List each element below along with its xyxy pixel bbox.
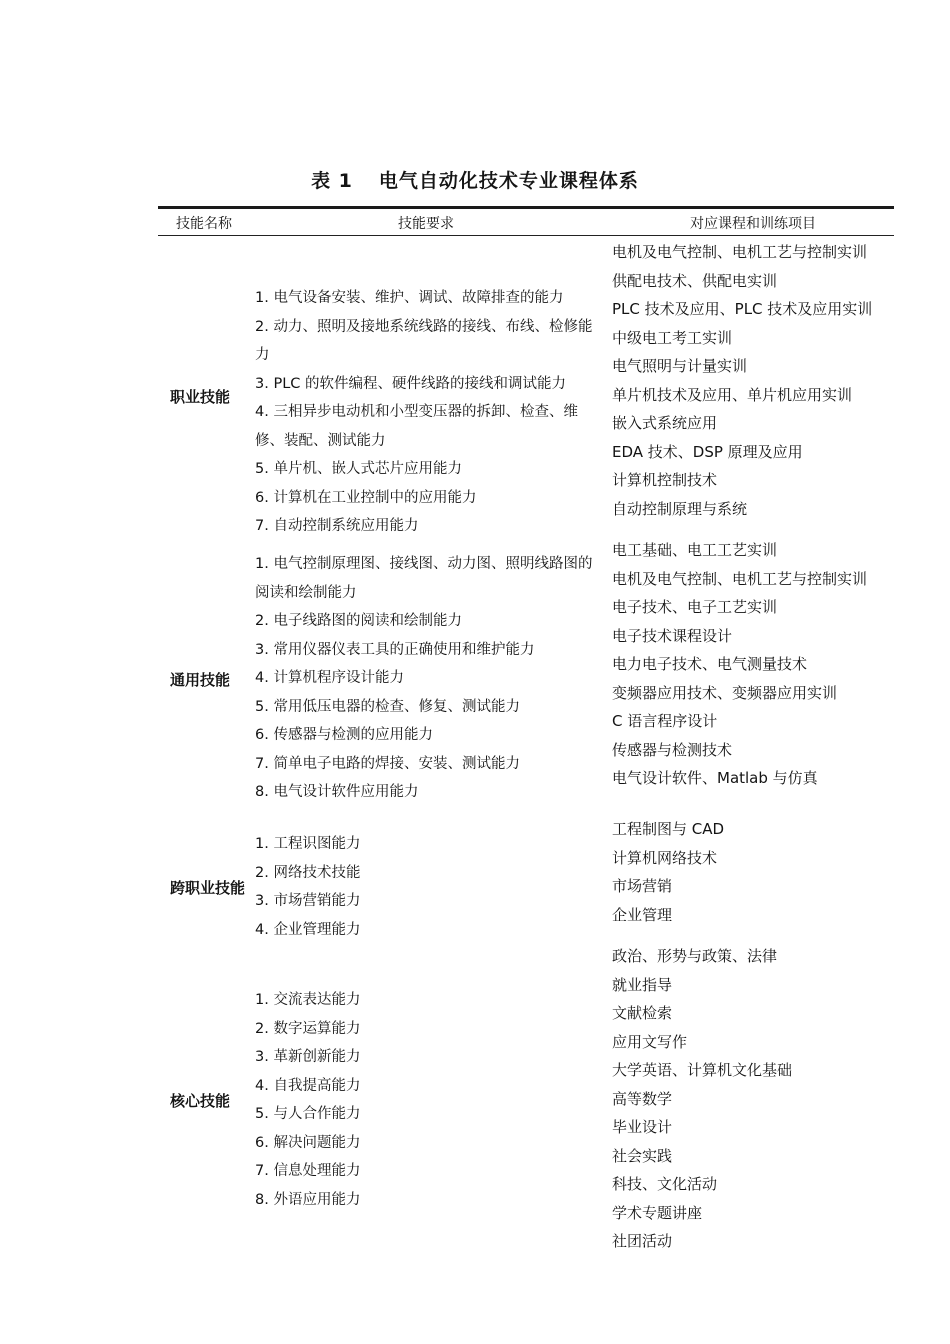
course-item: 高等数学 bbox=[612, 1089, 673, 1108]
requirements-general bbox=[255, 550, 605, 807]
table-number: 表 1 bbox=[311, 170, 353, 192]
course-item: 电子技术、电子工艺实训 bbox=[612, 598, 778, 616]
category-vocational: 职业技能 bbox=[170, 388, 231, 406]
requirement-item: 5. 单片机、嵌人式芯片应用能力 bbox=[255, 461, 462, 477]
requirement-item: 4. 企业管理能力 bbox=[255, 921, 361, 938]
category-cross-vocational: 跨职业技能 bbox=[170, 879, 246, 897]
requirement-item: 3. PLC 的软件编程、硬件线路的接线和调试能力 bbox=[255, 375, 566, 392]
requirement-item: 7. 信息处理能力 bbox=[255, 1163, 361, 1179]
course-item: 社团活动 bbox=[612, 1232, 673, 1250]
header-rule bbox=[158, 235, 894, 236]
requirements-cross-vocational bbox=[255, 830, 605, 944]
course-item: 企业管理 bbox=[612, 905, 673, 924]
table-top-rule bbox=[158, 206, 894, 209]
course-item: EDA 技术、DSP 原理及应用 bbox=[612, 442, 803, 461]
course-item: 电机及电气控制、电机工艺与控制实训 bbox=[612, 243, 868, 261]
courses-cross-vocational bbox=[612, 815, 892, 929]
requirement-item: 2. 数字运算能力 bbox=[255, 1020, 361, 1037]
course-item: 政治、形势与政策、法律 bbox=[612, 947, 778, 965]
course-item: 社会实践 bbox=[612, 1146, 673, 1165]
course-item: 大学英语、计算机文化基础 bbox=[612, 1061, 793, 1079]
requirement-item: 5. 常用低压电器的检查、修复、测试能力 bbox=[255, 698, 520, 715]
requirement-item: 7. 简单电子电路的焊接、安装、测试能力 bbox=[255, 755, 520, 772]
requirement-item: 3. 革新创新能力 bbox=[255, 1049, 361, 1065]
requirement-item: 6. 传感器与检测的应用能力 bbox=[255, 727, 433, 743]
requirement-item: 1. 电气设备安装、维护、调试、故障排查的能力 bbox=[255, 290, 564, 306]
course-item: 电子技术课程设计 bbox=[612, 626, 733, 645]
course-item: 市场营销 bbox=[612, 877, 673, 895]
course-item: 工程制图与 CAD bbox=[612, 820, 725, 838]
course-item: 应用文写作 bbox=[612, 1032, 688, 1051]
course-item: 传感器与检测技术 bbox=[612, 740, 733, 759]
requirement-item: 4. 计算机程序设计能力 bbox=[255, 670, 404, 686]
course-item: 电力电子技术、电气测量技术 bbox=[612, 655, 808, 673]
requirement-item: 2. 动力、照明及接地系统线路的接线、布线、检修能力 bbox=[255, 318, 593, 363]
category-core: 核心技能 bbox=[170, 1092, 231, 1110]
requirement-item: 2. 电子线路图的阅读和绘制能力 bbox=[255, 613, 462, 629]
course-item: 毕业设计 bbox=[612, 1118, 673, 1136]
course-item: PLC 技术及应用、PLC 技术及应用实训 bbox=[612, 300, 873, 318]
courses-general bbox=[612, 536, 892, 793]
table-title bbox=[0, 166, 950, 193]
course-item: 电气设计软件、Matlab 与仿真 bbox=[612, 769, 818, 787]
course-item: 文献检索 bbox=[612, 1004, 673, 1022]
header-courses: 对应课程和训练项目 bbox=[690, 216, 816, 232]
course-item: 学术专题讲座 bbox=[612, 1203, 703, 1222]
requirement-item: 1. 工程识图能力 bbox=[255, 836, 361, 852]
course-item: 就业指导 bbox=[612, 975, 673, 994]
course-item: 中级电工考工实训 bbox=[612, 328, 733, 347]
requirements-vocational bbox=[255, 284, 605, 541]
courses-vocational bbox=[612, 238, 892, 523]
requirement-item: 3. 市场营销能力 bbox=[255, 893, 361, 909]
course-item: C 语言程序设计 bbox=[612, 712, 718, 730]
requirement-item: 7. 自动控制系统应用能力 bbox=[255, 518, 419, 534]
requirement-item: 6. 解决问题能力 bbox=[255, 1134, 361, 1151]
course-item: 电气照明与计量实训 bbox=[612, 357, 748, 375]
header-skill-requirements: 技能要求 bbox=[398, 216, 454, 232]
requirement-item: 2. 网络技术技能 bbox=[255, 864, 361, 881]
requirement-item: 4. 三相异步电动机和小型变压器的拆卸、检查、维修、装配、测试能力 bbox=[255, 404, 578, 449]
course-item: 变频器应用技术、变频器应用实训 bbox=[612, 683, 838, 702]
course-item: 嵌入式系统应用 bbox=[612, 414, 718, 432]
table-title-text: 电气自动化技术专业课程体系 bbox=[378, 170, 639, 192]
requirement-item: 5. 与人合作能力 bbox=[255, 1106, 361, 1122]
course-item: 计算机网络技术 bbox=[612, 848, 718, 867]
category-general: 通用技能 bbox=[170, 671, 231, 689]
course-item: 电机及电气控制、电机工艺与控制实训 bbox=[612, 569, 868, 588]
course-item: 电工基础、电工工艺实训 bbox=[612, 541, 778, 559]
course-item: 供配电技术、供配电实训 bbox=[612, 271, 778, 290]
course-item: 单片机技术及应用、单片机应用实训 bbox=[612, 385, 853, 404]
course-item: 计算机控制技术 bbox=[612, 471, 718, 489]
requirement-item: 6. 计算机在工业控制中的应用能力 bbox=[255, 489, 477, 506]
course-item: 自动控制原理与系统 bbox=[612, 499, 748, 518]
courses-core bbox=[612, 942, 892, 1256]
requirement-item: 1. 电气控制原理图、接线图、动力图、照明线路图的阅读和绘制能力 bbox=[255, 556, 593, 601]
course-item: 科技、文化活动 bbox=[612, 1175, 718, 1193]
requirement-item: 4. 自我提高能力 bbox=[255, 1077, 361, 1094]
requirement-item: 8. 电气设计软件应用能力 bbox=[255, 784, 419, 800]
requirement-item: 3. 常用仪器仪表工具的正确使用和维护能力 bbox=[255, 641, 535, 658]
requirements-core bbox=[255, 986, 605, 1214]
requirement-item: 1. 交流表达能力 bbox=[255, 992, 361, 1008]
requirement-item: 8. 外语应用能力 bbox=[255, 1191, 361, 1208]
header-skill-name: 技能名称 bbox=[176, 216, 232, 232]
